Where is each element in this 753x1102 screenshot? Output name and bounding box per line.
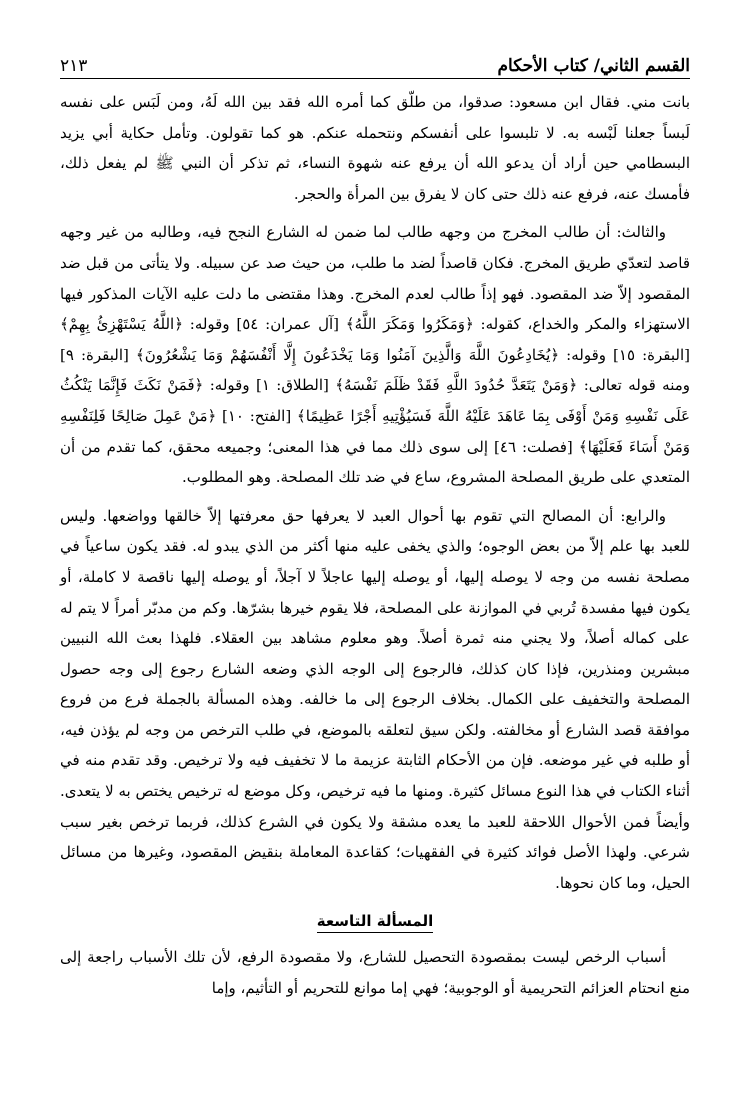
paragraph-third-reason: والثالث: أن طالب المخرج من وجهه طالب لما ضمن له الشارع النجح فيه، وطالبه من غير وجهه قاصد لتعدّي طريق المخرج. فكان قاصداً لضد ما طلب، من حيث صد عن سبيله. ولا يتأتى من قبل ضد المقصود إلاّ ضد المقصود. فهو إذاً طالب لعدم المخرج. وهذا مقتضى ما دلت عليه الآيات المذكور فيها الاستهزاء والمكر والخداع، كقوله: ﴿وَمَكَرُوا وَمَكَرَ اللَّهُ﴾ [آل عمران: ٥٤] وقوله: ﴿اللَّهُ يَسْتَهْزِئُ بِهِمْ﴾ [البقرة: ١٥] وقوله: ﴿يُخَادِعُونَ اللَّهَ وَالَّذِينَ آمَنُوا وَمَا يَخْدَعُونَ إِلَّا أَنْفُسَهُمْ وَمَا يَشْعُرُونَ﴾ [البقرة: ٩] ومنه قوله تعالى: ﴿وَمَنْ يَتَعَدَّ حُدُودَ اللَّهِ فَقَدْ ظَلَمَ نَفْسَهُ﴾ [الطلاق: ١] وقوله: ﴿فَمَنْ نَكَثَ فَإِنَّمَا يَنْكُثُ عَلَى نَفْسِهِ وَمَنْ أَوْفَى بِمَا عَاهَدَ عَلَيْهُ اللَّهَ فَسَيُؤْتِيهِ أَجْرًا عَظِيمًا﴾ [الفتح: ١٠] ﴿مَنْ عَمِلَ صَالِحًا فَلِنَفْسِهِ وَمَنْ أَسَاءَ فَعَلَيْهَا﴾ [فصلت: ٤٦] إلى سوى ذلك مما في هذا المعنى؛ وجميعه محقق، كما تقدم من أن المتعدي على طريق المصلحة المشروع، ساع في ضد تلك المصلحة. وهو المطلوب. — [60, 223, 691, 487]
page-body — [60, 87, 690, 1004]
section-heading — [60, 912, 690, 930]
running-header — [60, 42, 690, 79]
paragraph-continuation: بانت مني. فقال ابن مسعود: صدقوا، من طلّق كما أمره الله فقد بين الله لَهُ، ومن لَبَس على نفسه لَبساً جعلنا لَبْسه به. لا تلبسوا على أنفسكم ونتحمله عنكم. هو كما تقولون. وتأمل حكاية أبي يزيد البسطامي حين أراد أن يدعو الله أن يرفع عنه شهوة النساء، ثم تذكر أن النبي ﷺ لم يفعل ذلك، فأمسك عنه، فرفع عنه ذلك حتى كان لا يفرق بين المرأة والحجر. — [60, 93, 690, 203]
section-paragraph: أسباب الرخص ليست بمقصودة التحصيل للشارع، ولا مقصودة الرفع، لأن تلك الأسباب راجعة إلى منع انحتام العزائم التحريمية أو الوجوبية؛ فهي إما موانع للتحريم أو التأثيم، وإما — [60, 948, 690, 998]
chapter-title: القسم الثاني/ كتاب الأحكام — [497, 56, 690, 76]
section-heading-text: المسألة التاسعة — [317, 912, 434, 933]
book-page — [60, 42, 690, 1082]
page-number: ٢١٣ — [60, 56, 88, 76]
paragraph-fourth-reason: والرابع: أن المصالح التي تقوم بها أحوال العبد لا يعرفها حق معرفتها إلاّ خالقها وواضعها. وليس للعبد بها علم إلاّ من بعض الوجوه؛ والذي يخفى عليه منها أكثر من الذي يبدو له. فقد يكون ساعياً في مصلحة نفسه من وجه لا يوصله إليها، أو يوصله إليها عاجلاً لا آجلاً، أو يوصله إليها ناقصة لا كاملة، أو يكون فيها مفسدة تُربي في الموازنة على المصلحة، فلا يقوم خيرها بشرّها. وكم من مدبّر أمراً لا يتم له على كماله أصلاً، ولا يجني منه ثمرة أصلاً. وهو معلوم مشاهد بين العقلاء. فلهذا بعث الله النبيين مبشرين ومنذرين، فإذا كان كذلك، فالرجوع إلى الوجه الذي وضعه الشارع رجوع إلى وجه حصول المصلحة والتخفيف على الكمال. بخلاف الرجوع إلى ما خالفه. وهذه المسألة بالجملة فرع من فروع موافقة قصد الشارع أو مخالفته. ولكن سيق لتعلقه بالموضع، في طلب الترخص من وجه لم يؤذن فيه، أو طلبه في غير موضعه. فإن من الأحكام الثابتة عزيمة ما لا تخفيف فيه ولا ترخيص. وقد تقدم منه في أثناء الكتاب في هذا النوع مسائل كثيرة. ومنها ما فيه ترخيص، وكل موضع له ترخيص يختص به لا يتعدى. وأيضاً فمن الأحوال اللاحقة للعبد ما يعده مشقة ولا يكون في الشرع كذلك، فربما ترخص بغير سبب شرعي. ولهذا الأصل فوائد كثيرة في الفقهيات؛ كقاعدة المعاملة بنقيض المقصود، وغيرها من مسائل الحيل، وما كان نحوها. — [60, 506, 690, 892]
